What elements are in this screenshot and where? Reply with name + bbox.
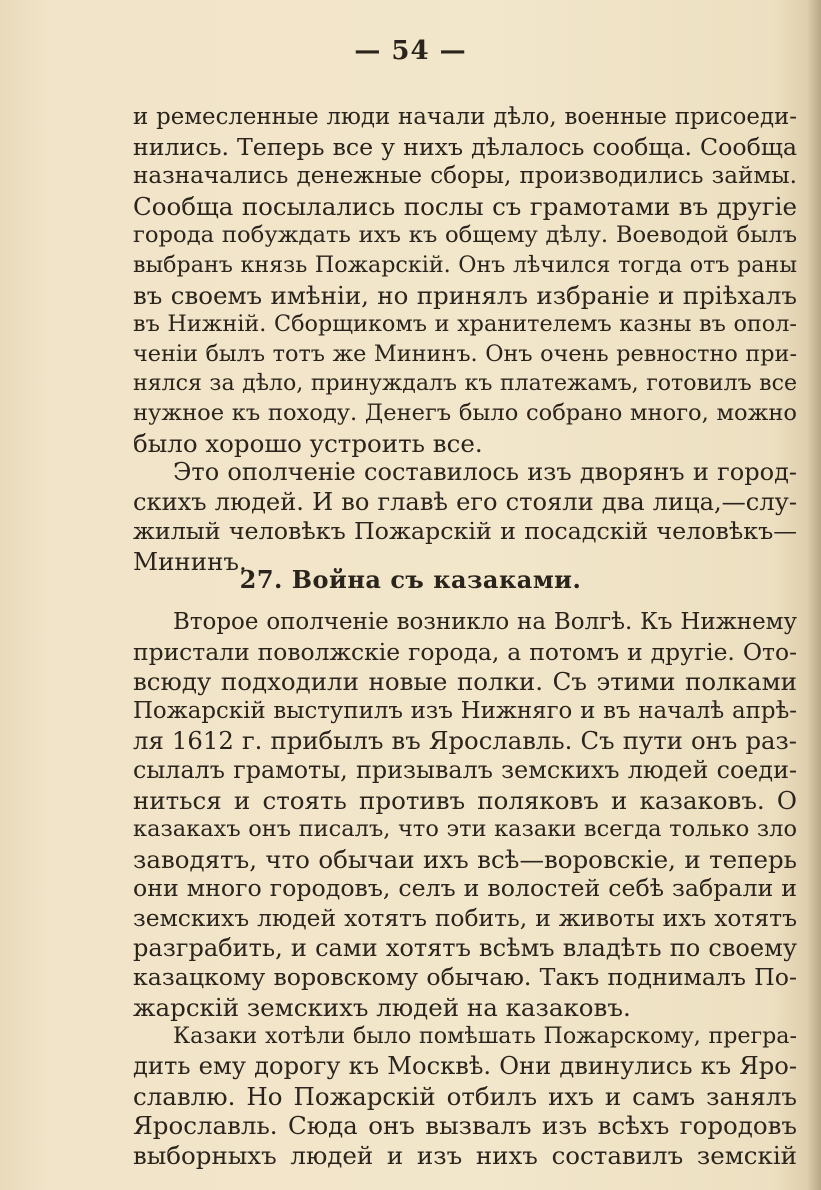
text-line: нялся за дѣло, принуждалъ къ платежамъ, готовилъ все [133,371,797,397]
text-line: ниться и стоять противъ поляковъ и казаковъ. О [133,785,797,815]
text-line: и ремесленные люди начали дѣло, военные присоеди- [133,104,797,130]
text-line: заводятъ, что обычаи ихъ всѣ—воровскіе, и теперь [133,844,797,874]
text-line: города побуждать ихъ къ общему дѣлу. Воеводой былъ [133,222,797,249]
text-line: казакахъ онъ писалъ, что эти казаки всегда только зло [133,816,797,843]
text-line: ченіи былъ тотъ же Мининъ. Онъ очень ревностно при- [133,340,797,367]
text-line: нужное къ походу. Денегъ было собрано много, можно [133,399,797,426]
page-number: — 54 — [354,36,467,66]
paragraph-block-2 [133,608,797,1170]
text-line: ля 1612 г. прибылъ въ Ярославль. Съ пути онъ раз- [133,726,797,756]
text-line: выборныхъ людей и изъ нихъ составилъ земскій [133,1140,797,1170]
text-line: они много городовъ, селъ и волостей себѣ забрали и [133,874,797,903]
text-line: славлю. Но Пожарскій отбилъ ихъ и самъ занялъ [133,1081,797,1111]
text-line: скихъ людей. И во главѣ его стояли два лица,—слу- [133,487,797,516]
text-line: было хорошо устроить все. [133,428,483,458]
text-line: Казаки хотѣли было помѣшать Пожарскому, прегра- [173,1023,797,1050]
text-line: назначались денежные сборы, производились займы. [133,163,797,190]
paragraph-block-1 [133,103,797,577]
text-line: Пожарскій выступилъ изъ Нижняго и въ началѣ апрѣ- [133,697,797,724]
text-line: въ Нижній. Сборщикомъ и хранителемъ казны въ опол- [133,311,797,338]
text-line: разграбить, и сами хотятъ всѣмъ владѣть по своему [133,933,797,962]
text-line: пристали поволжскіе города, а потомъ и другіе. Ото- [133,637,797,666]
text-line: выбранъ князь Пожарскій. Онъ лѣчился тогда отъ раны [133,251,797,278]
text-line: Ярославль. Сюда онъ вызвалъ изъ всѣхъ городовъ [133,1111,797,1141]
text-line: сылалъ грамоты, призывалъ земскихъ людей соеди- [133,755,797,784]
text-line: земскихъ людей хотятъ побить, и животы ихъ хотятъ [133,903,797,932]
text-line: въ своемъ имѣніи, но принялъ избраніе и пріѣхалъ [133,280,797,310]
text-line: Сообща посылались послы съ грамотами въ другіе [133,191,797,221]
text-line: Мининъ. [133,546,247,576]
text-line: всюду подходили новые полки. Съ этими полками [133,667,797,697]
text-line: казацкому воровскому обычаю. Такъ поднималъ По- [133,963,797,992]
section-heading: 27. Война съ казаками. [239,565,582,594]
text-line: нились. Теперь все у нихъ дѣлалось сообща. Сообща [133,132,797,161]
text-line: дить ему дорогу къ Москвѣ. Они двинулись къ Яро- [133,1051,797,1080]
text-line: Это ополченіе составилось изъ дворянъ и город- [173,458,797,487]
text-line: Второе ополченіе возникло на Волгѣ. Къ Нижнему [173,609,797,635]
text-line: жилый человѣкъ Пожарскій и посадскій человѣкъ— [133,517,797,546]
text-line: жарскій земскихъ людей на казаковъ. [133,992,631,1022]
